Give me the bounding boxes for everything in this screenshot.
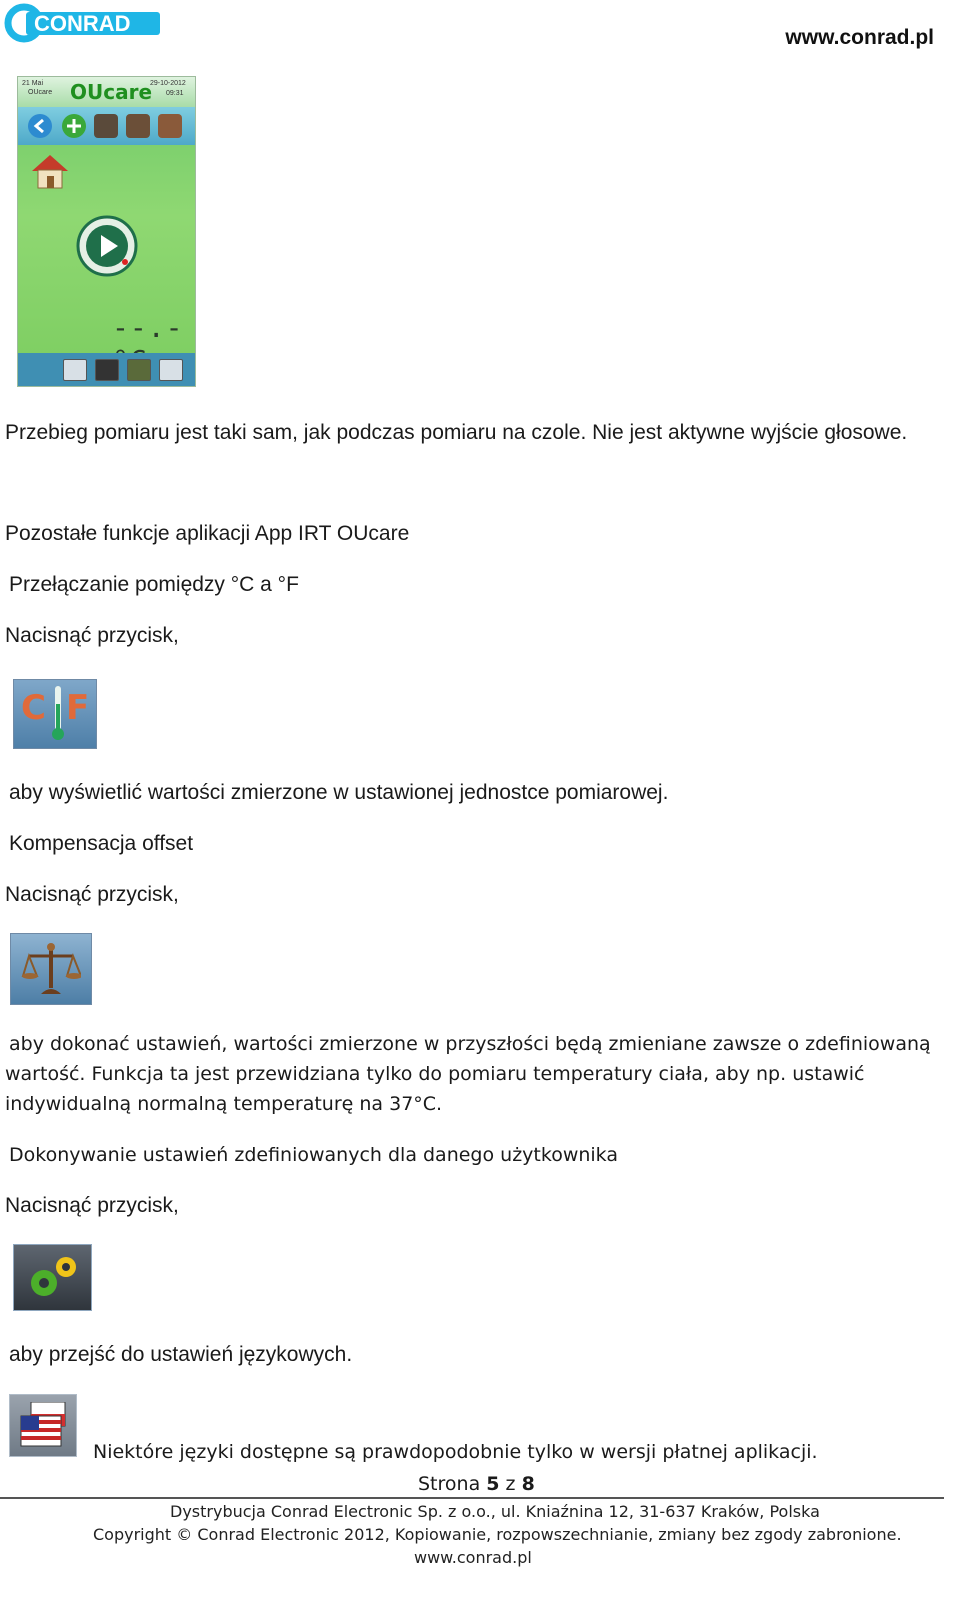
footer-divider — [0, 1497, 944, 1499]
text-line-2: Pozostałe funkcje aplikacji App IRT OUcare — [5, 522, 410, 545]
page-number — [418, 1471, 535, 1497]
text-line-6: Kompensacja offset — [9, 832, 194, 855]
text-line-8: aby dokonać ustawień, wartości zmierzone w przyszłości będą zmieniane zawsze o zdefiniowaną — [9, 1033, 931, 1055]
temperature-readout: --.- — [112, 311, 184, 344]
header-date-left: 21 Mai — [22, 80, 44, 87]
thermometer-icon — [52, 686, 64, 747]
text-line-14: Niektóre języki dostępne są prawdopodobnie tylko w wersji płatnej aplikacji. — [93, 1441, 818, 1463]
cf-letter-c: C — [21, 688, 46, 728]
text-line-5: aby wyświetlić wartości zmierzone w ustawionej jednostce pomiarowej. — [9, 781, 669, 804]
flag-icon — [17, 1402, 71, 1457]
celsius-fahrenheit-button[interactable] — [13, 679, 97, 749]
footer-line-2: Copyright © Conrad Electronic 2012, Kopiowanie, rozpowszechnianie, zmiany bez zgody zabronione. — [93, 1525, 902, 1544]
page-separator: z — [505, 1473, 516, 1495]
header-website: www.conrad.pl — [785, 26, 934, 49]
back-arrow-icon[interactable] — [28, 114, 52, 138]
text-line-10: indywidualną normalną temperaturę na 37°C. — [5, 1093, 443, 1115]
text-line-1: Przebieg pomiaru jest taki sam, jak podczas pomiaru na czole. Nie jest aktywne wyjście głosowe. — [5, 421, 908, 444]
text-line-9: wartość. Funkcja ta jest przewidziana tylko do pomiaru temperatury ciała, aby np. ustawić — [5, 1063, 865, 1085]
user-settings-button[interactable] — [13, 1244, 92, 1311]
page-total: 8 — [521, 1473, 535, 1495]
text-line-12: Nacisnąć przycisk, — [5, 1194, 179, 1217]
text-line-4: Nacisnąć przycisk, — [5, 624, 179, 647]
display-icon[interactable] — [95, 359, 119, 381]
text-line-11: Dokonywanie ustawień zdefiniowanych dla danego użytkownika — [9, 1144, 618, 1166]
offset-button[interactable] — [10, 933, 92, 1005]
play-icon[interactable] — [76, 215, 138, 282]
notes-icon[interactable] — [159, 359, 183, 381]
gears-icon — [22, 1251, 84, 1310]
celsius-fahrenheit-icon[interactable] — [94, 114, 118, 138]
scale-icon — [21, 940, 81, 1005]
logo-text: CONRAD — [34, 11, 131, 36]
app-header — [18, 77, 195, 107]
add-icon[interactable] — [62, 114, 86, 138]
language-button[interactable] — [9, 1394, 77, 1457]
app-screenshot — [17, 76, 196, 387]
footer-line-3: www.conrad.pl — [414, 1548, 532, 1567]
header-time: 09:31 — [166, 90, 184, 97]
conrad-logo — [4, 2, 162, 44]
footer-line-1: Dystrybucja Conrad Electronic Sp. z o.o., ul. Kniaźnina 12, 31-637 Kraków, Polska — [170, 1502, 820, 1521]
scale-icon[interactable] — [126, 114, 150, 138]
settings-icon[interactable] — [127, 359, 151, 381]
header-date-right: 29-10-2012 — [150, 80, 186, 87]
forehead-mode-icon[interactable] — [158, 114, 182, 138]
page-current: 5 — [486, 1473, 500, 1495]
app-title: OUcare — [70, 80, 153, 104]
page-prefix: Strona — [418, 1473, 481, 1495]
memory-icon[interactable] — [63, 359, 87, 381]
home-icon[interactable] — [28, 151, 72, 196]
text-line-3: Przełączanie pomiędzy °C a °F — [9, 573, 299, 596]
header-user: OUcare — [28, 89, 53, 96]
text-line-13: aby przejść do ustawień językowych. — [9, 1343, 353, 1366]
text-line-7: Nacisnąć przycisk, — [5, 883, 179, 906]
cf-letter-f: F — [66, 688, 90, 728]
